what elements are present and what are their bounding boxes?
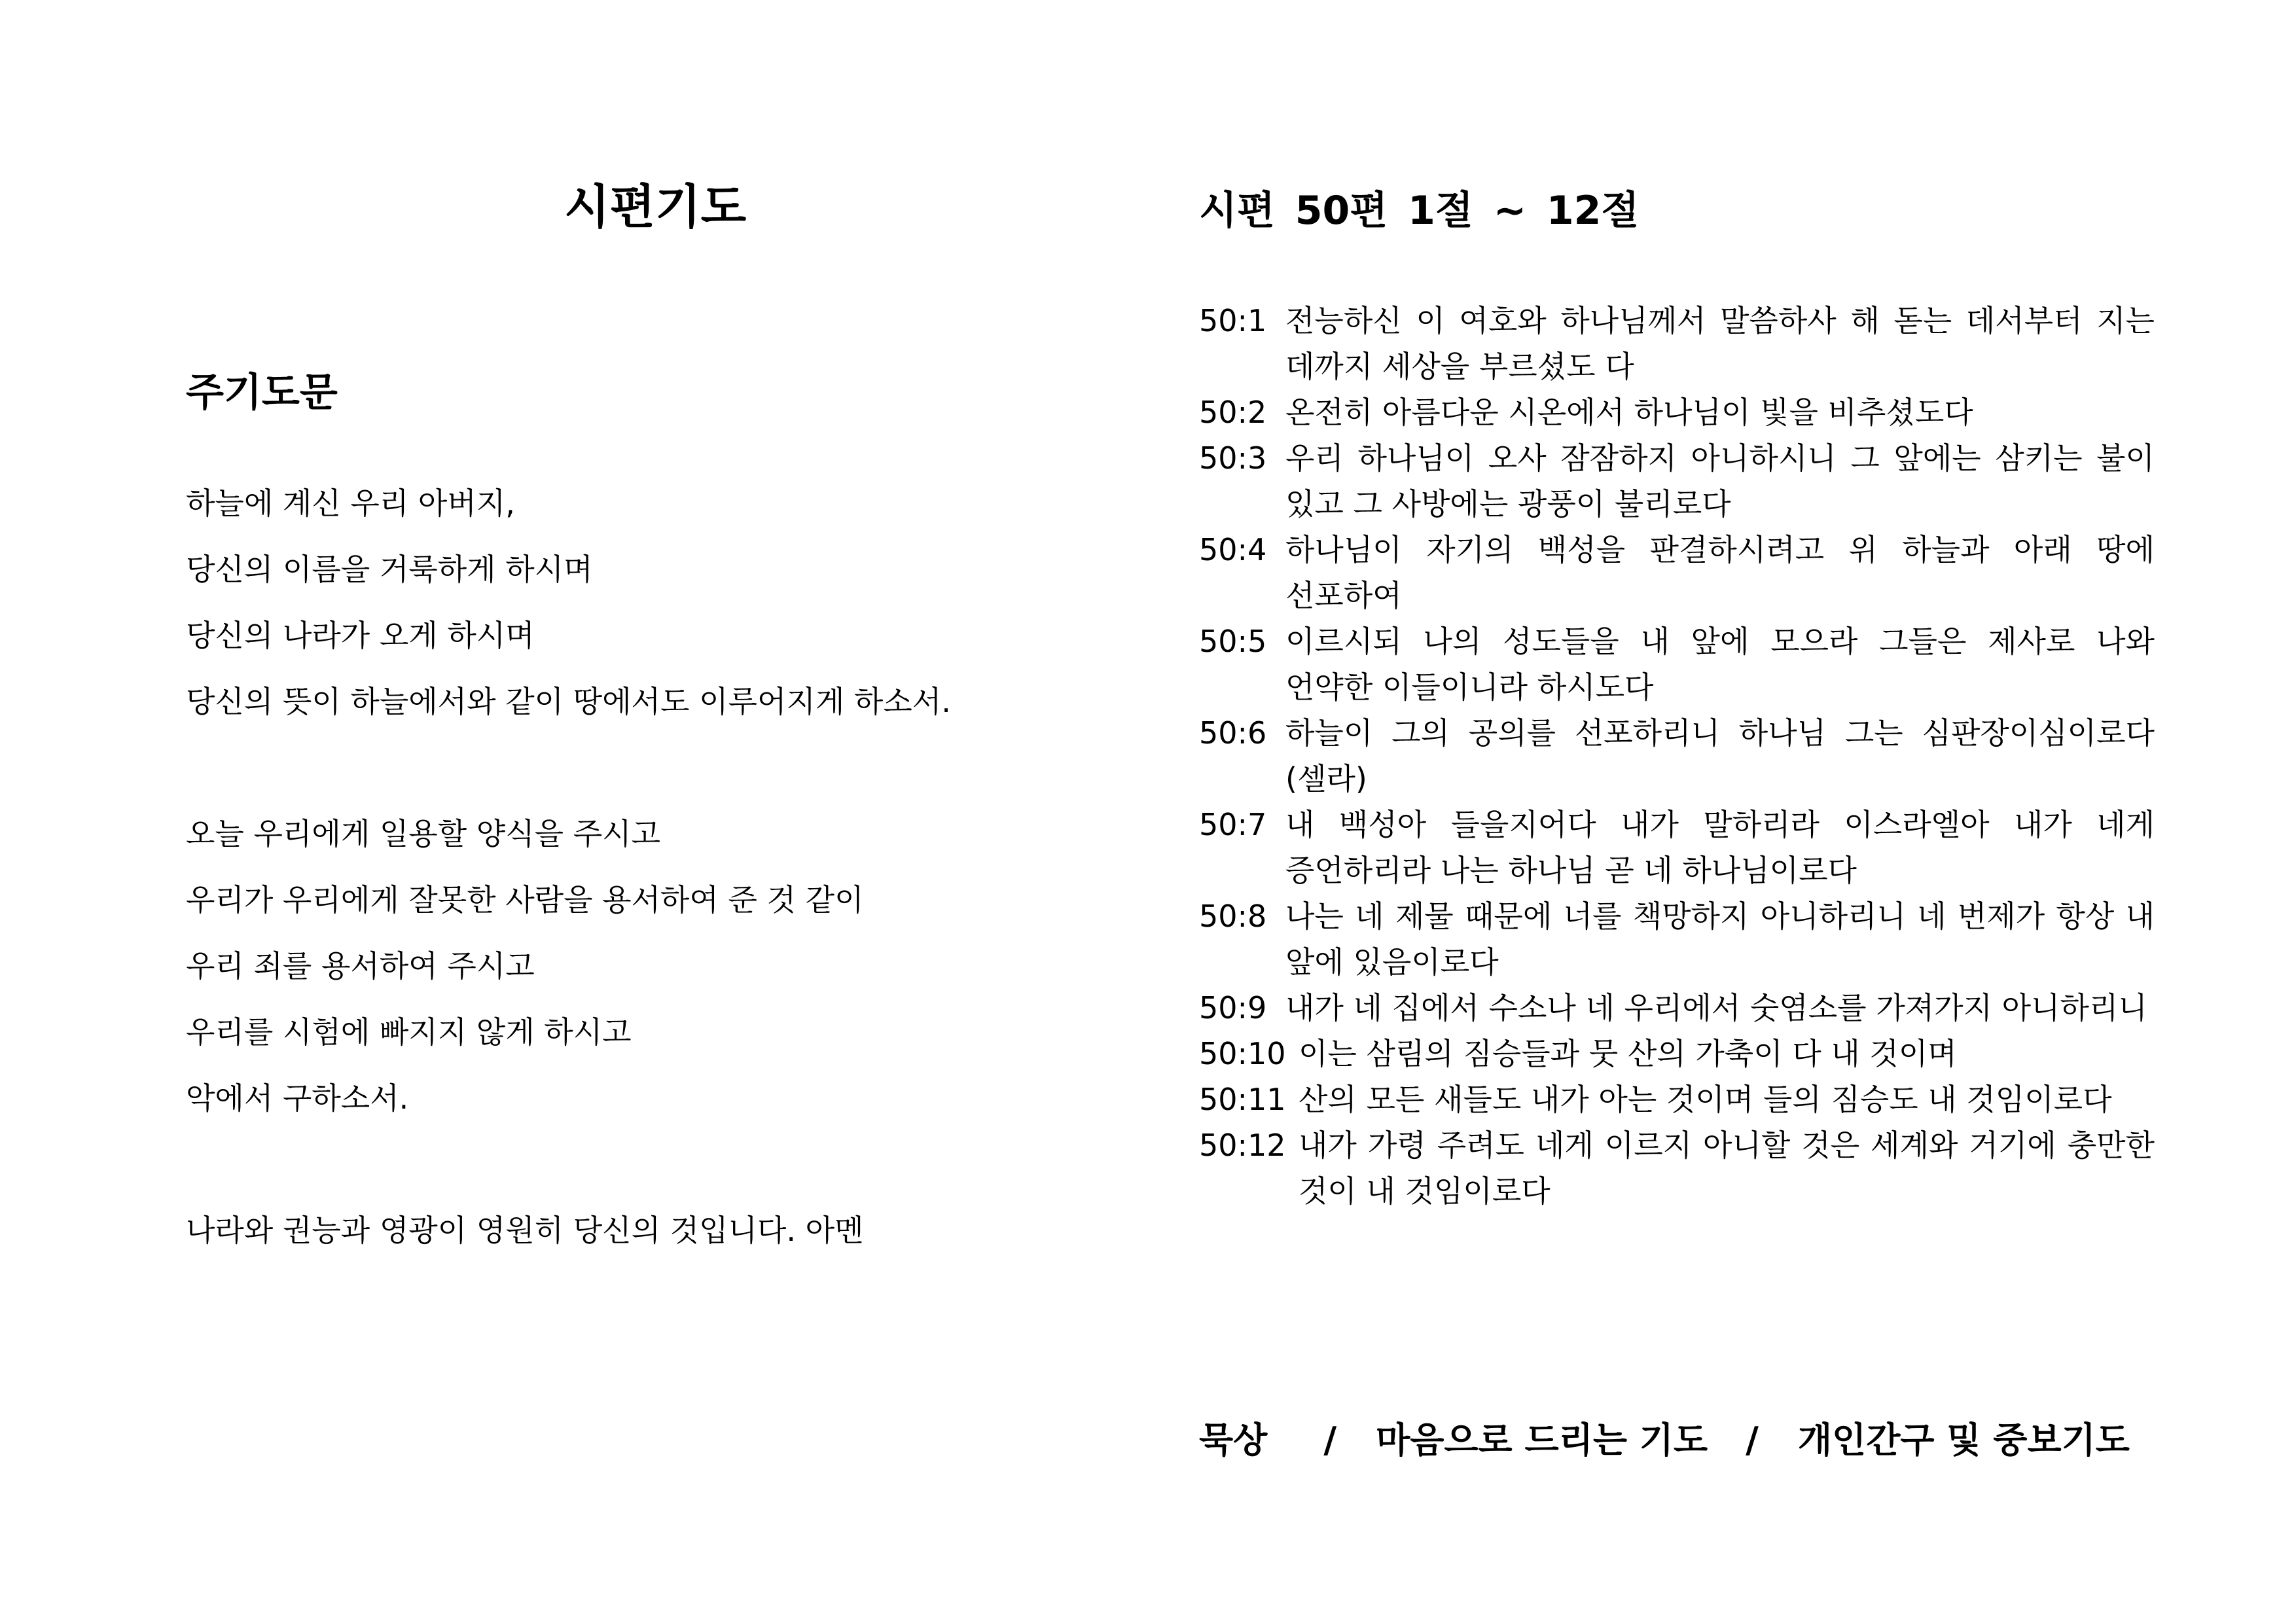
- verse: [1199, 618, 2155, 710]
- verse-number: 50:5: [1199, 624, 1267, 659]
- lords-prayer-text: [186, 480, 1168, 1274]
- verse-text: 우리 하나님이 오사 잠잠하지 아니하시니 그 앞에는 삼키는 불이 있고 그 사방에는 광풍이 불리로다: [1285, 440, 2155, 522]
- verse: [1199, 298, 2155, 389]
- prayer-line: 나라와 권능과 영광이 영원히 당신의 것입니다. 아멘: [186, 1213, 864, 1248]
- prayer-line: 악에서 구하소서.: [186, 1080, 409, 1116]
- verse-number: 50:3: [1199, 440, 1267, 476]
- verse-text: 온전히 아름다운 시온에서 하나님이 빛을 비추셨도다: [1285, 395, 1973, 430]
- verse-number: 50:8: [1199, 899, 1267, 934]
- verse: [1199, 985, 2155, 1031]
- footer-item-meditation: 묵상: [1199, 1419, 1268, 1461]
- verse-text: 이는 삼림의 짐승들과 뭇 산의 가축이 다 내 것이며: [1299, 1036, 1957, 1071]
- verse: [1199, 1122, 2155, 1214]
- verse-number: 50:11: [1199, 1082, 1286, 1117]
- prayer-line: 우리가 우리에게 잘못한 사람을 용서하여 준 것 같이: [186, 882, 864, 918]
- prayer-line: 오늘 우리에게 일용할 양식을 주시고: [186, 816, 661, 851]
- verse-text: 이르시되 나의 성도들을 내 앞에 모으라 그들은 제사로 나와 언약한 이들이니라 하시도다: [1285, 624, 2155, 705]
- prayer-line: 당신의 나라가 오게 하시며: [186, 618, 535, 653]
- verse-text: 산의 모든 새들도 내가 아는 것이며 들의 짐승도 내 것임이로다: [1299, 1082, 2112, 1117]
- verse-number: 50:10: [1199, 1036, 1286, 1071]
- psalm-passage-title: 시편 50편 1절 ~ 12절: [1199, 188, 1640, 234]
- verse-text: 하나님이 자기의 백성을 판결하시려고 위 하늘과 아래 땅에 선포하여: [1285, 532, 2155, 613]
- prayer-line: 당신의 이름을 거룩하게 하시며: [186, 552, 593, 587]
- verse: [1199, 435, 2155, 527]
- footer-item-intercession: 개인간구 및 중보기도: [1797, 1419, 2130, 1461]
- prayer-line: 하늘에 계신 우리 아버지,: [186, 486, 515, 521]
- prayer-stanza-break: [186, 745, 1168, 811]
- verse: [1199, 389, 2155, 435]
- verse-text: 내가 가령 주려도 네게 이르지 아니할 것은 세계와 거기에 충만한 것이 내 것임이로다: [1299, 1128, 2155, 1209]
- verse-number: 50:9: [1199, 990, 1267, 1026]
- verse-number: 50:4: [1199, 532, 1267, 567]
- verse: [1199, 1077, 2155, 1122]
- verse: [1199, 802, 2155, 893]
- footer-separator: /: [1746, 1419, 1759, 1461]
- prayer-stanza-break: [186, 1141, 1168, 1207]
- verse-text: 내 백성아 들을지어다 내가 말하리라 이스라엘아 내가 네게 증언하리라 나는 하나님 곧 네 하나님이로다: [1285, 807, 2155, 888]
- footer-item-heart-prayer: 마음으로 드리는 기도: [1376, 1419, 1708, 1461]
- verse-number: 50:1: [1199, 303, 1267, 338]
- section-title-lords-prayer: 주기도문: [186, 370, 338, 416]
- verse-text: 나는 네 제물 때문에 너를 책망하지 아니하리니 네 번제가 항상 내 앞에 있음이로다: [1285, 899, 2155, 980]
- verse-number: 50:12: [1199, 1128, 1286, 1163]
- verse-number: 50:2: [1199, 395, 1267, 430]
- verse: [1199, 710, 2155, 802]
- verse-text: 전능하신 이 여호와 하나님께서 말씀하사 해 돋는 데서부터 지는 데까지 세상을 부르셨도 다: [1285, 303, 2155, 384]
- verse: [1199, 893, 2155, 985]
- verse-text: 내가 네 집에서 수소나 네 우리에서 숫염소를 가져가지 아니하리니: [1285, 990, 2147, 1026]
- psalm-verses: [1199, 298, 2155, 1214]
- prayer-line: 당신의 뜻이 하늘에서와 같이 땅에서도 이루어지게 하소서.: [186, 684, 951, 719]
- footer-separator: /: [1323, 1419, 1337, 1461]
- prayer-line: 우리를 시험에 빠지지 않게 하시고: [186, 1014, 632, 1050]
- verse-text: 하늘이 그의 공의를 선포하리니 하나님 그는 심판장이심이로다 (셀라): [1285, 715, 2155, 796]
- verse: [1199, 527, 2155, 618]
- page-title: 시편기도: [564, 179, 747, 234]
- prayer-line: 우리 죄를 용서하여 주시고: [186, 948, 535, 984]
- verse-number: 50:6: [1199, 715, 1267, 751]
- verse-number: 50:7: [1199, 807, 1267, 842]
- verse: [1199, 1031, 2155, 1077]
- prayer-order-footer: [1199, 1418, 2155, 1463]
